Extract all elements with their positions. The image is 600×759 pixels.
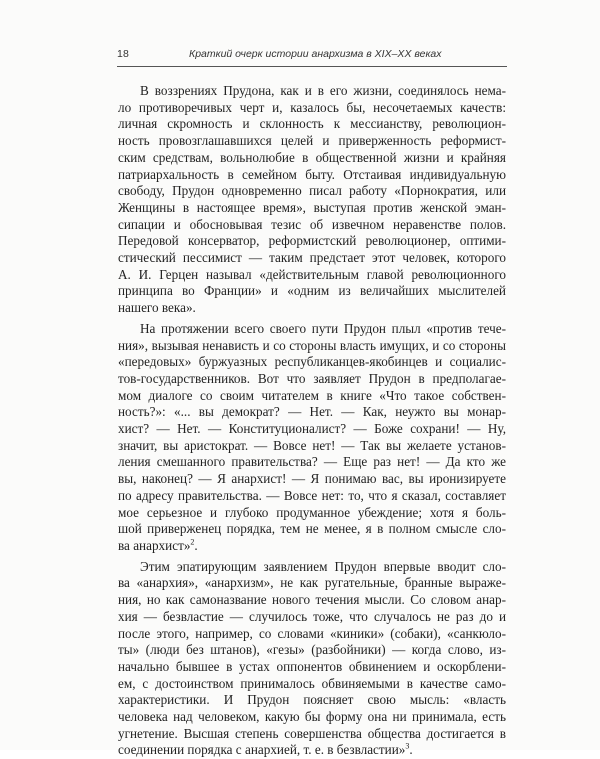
paragraph-2 xyxy=(118,321,506,555)
text-line: характеристики. И Прудон поясняет свою мысль: «власть xyxy=(118,692,506,708)
footnote-marker: 3 xyxy=(405,742,410,752)
text-line: тов-государственников. Вот что заявляет Прудон в предполагае- xyxy=(118,370,506,386)
text-line: начально бывшее в устах оппонентов обвинением и оскорблени- xyxy=(118,658,506,674)
text-line: ва «анархия», «анархизм», не как ругательные, бранные выраже- xyxy=(118,575,506,591)
text-line: человека над человеком, какую бы форму она ни принимала, есть xyxy=(118,709,506,725)
text-line: «передовых» буржуазных республиканцев-якобинцев и социалис- xyxy=(118,354,506,370)
text-line: хист? — Нет. — Конституционалист? — Боже сохрани! — Ну, xyxy=(118,421,506,437)
paragraph-1 xyxy=(118,83,506,317)
text-line: ления смешанного правительства? — Еще раз нет! — Да кто же xyxy=(118,454,506,470)
text-line: соединении порядка с анархией, т. е. в безвластии»$^3$. xyxy=(118,742,413,758)
text-line: нашего века». xyxy=(118,300,196,316)
text-line: сипации и обосновывая тезис об извечном неравенстве полов. xyxy=(118,216,506,232)
text-line: по адресу правительства. — Вовсе нет: то, что я сказал, составляет xyxy=(118,487,506,503)
text-line: значит, вы аристократ. — Вовсе нет! — Так вы желаете установ- xyxy=(118,437,506,453)
text-line: мом диалоге со своим читателем в книге «Что такое собствен- xyxy=(118,387,506,403)
text-line: ность провозглашавшихся целей и приверженность реформист- xyxy=(118,133,506,149)
text-line: В воззрениях Прудона, как и в его жизни, соединялось нема- xyxy=(140,83,506,98)
text-line: угнетение. Высшая степень совершенства общества достигается в xyxy=(118,725,506,741)
running-title: Краткий очерк истории анархизма в XIX–XX веках xyxy=(189,48,442,60)
text-line: после этого, например, со словами «киники» (собаки), «санкюло- xyxy=(118,625,506,641)
text-line: Этим эпатирующим заявлением Прудон впервые вводит сло- xyxy=(140,558,506,574)
text-line: ность?»: «... вы демократ? — Нет. — Как, неужто вы монар- xyxy=(118,404,506,420)
text-line: На протяжении всего своего пути Прудон плыл «против тече- xyxy=(140,320,506,336)
text-line: шой приверженец порядка, тем не менее, я в полном смысле сло- xyxy=(118,521,506,537)
page-number: 18 xyxy=(117,48,130,60)
text-line-content: ва анархист» xyxy=(118,537,191,553)
text-line: ты» (люди без штанов), «гезы» (разбойники) — когда слово, из- xyxy=(118,642,506,658)
text-line: личная скромность и склонность к мессианству, революцион- xyxy=(118,116,506,132)
text-line: ским средствам, вольнолюбие в общественной жизни и крайняя xyxy=(118,149,506,165)
text-line: хия — безвластие — случилось тоже, что случалось не раз до и xyxy=(118,608,506,624)
paragraph-3 xyxy=(118,559,506,759)
text-line: стический пессимист — таким предстает этот человек, которого xyxy=(118,250,506,266)
running-head xyxy=(117,48,507,62)
text-line: Передовой консерватор, реформистский революционер, оптими- xyxy=(118,233,506,249)
text-line: ва анархист»$^2$. xyxy=(118,537,198,553)
text-line: ния», вызывая ненависть и со стороны власть имущих, и со стороны xyxy=(118,337,506,353)
text-line: А. И. Герцен называл «действительным главой революционного xyxy=(118,266,506,282)
header-rule xyxy=(117,66,507,67)
text-line: мое серьезное и глубоко продуманное убеждение; хотя я боль- xyxy=(118,504,506,520)
text-line: ем, с достоинством принималось обвиняемыми в качестве само- xyxy=(118,675,506,691)
body-text xyxy=(118,83,506,759)
text-line: ло противоречивых черт и, казалось бы, несочетаемых качеств: xyxy=(118,99,506,115)
text-line: принципа во Франции» и «одним из величайших мыслителей xyxy=(118,283,506,299)
text-line: ния, но как самоназвание нового течения мысли. Со словом анар- xyxy=(118,592,506,608)
footnote-marker: 2 xyxy=(190,537,195,547)
text-line: вы, наконец? — Я анархист! — Я понимаю вас, вы иронизируете xyxy=(118,471,506,487)
text-line-content: соединении порядка с анархией, т. е. в безвластии» xyxy=(118,742,406,758)
text-line: патриархальность в семейном быту. Отстаивая индивидуальную xyxy=(118,166,506,182)
text-line: свободу, Прудон одновременно писал работу «Порнократия, или xyxy=(118,183,506,199)
text-line: Женщины в настоящее время», выступая против женской эман- xyxy=(118,199,506,215)
